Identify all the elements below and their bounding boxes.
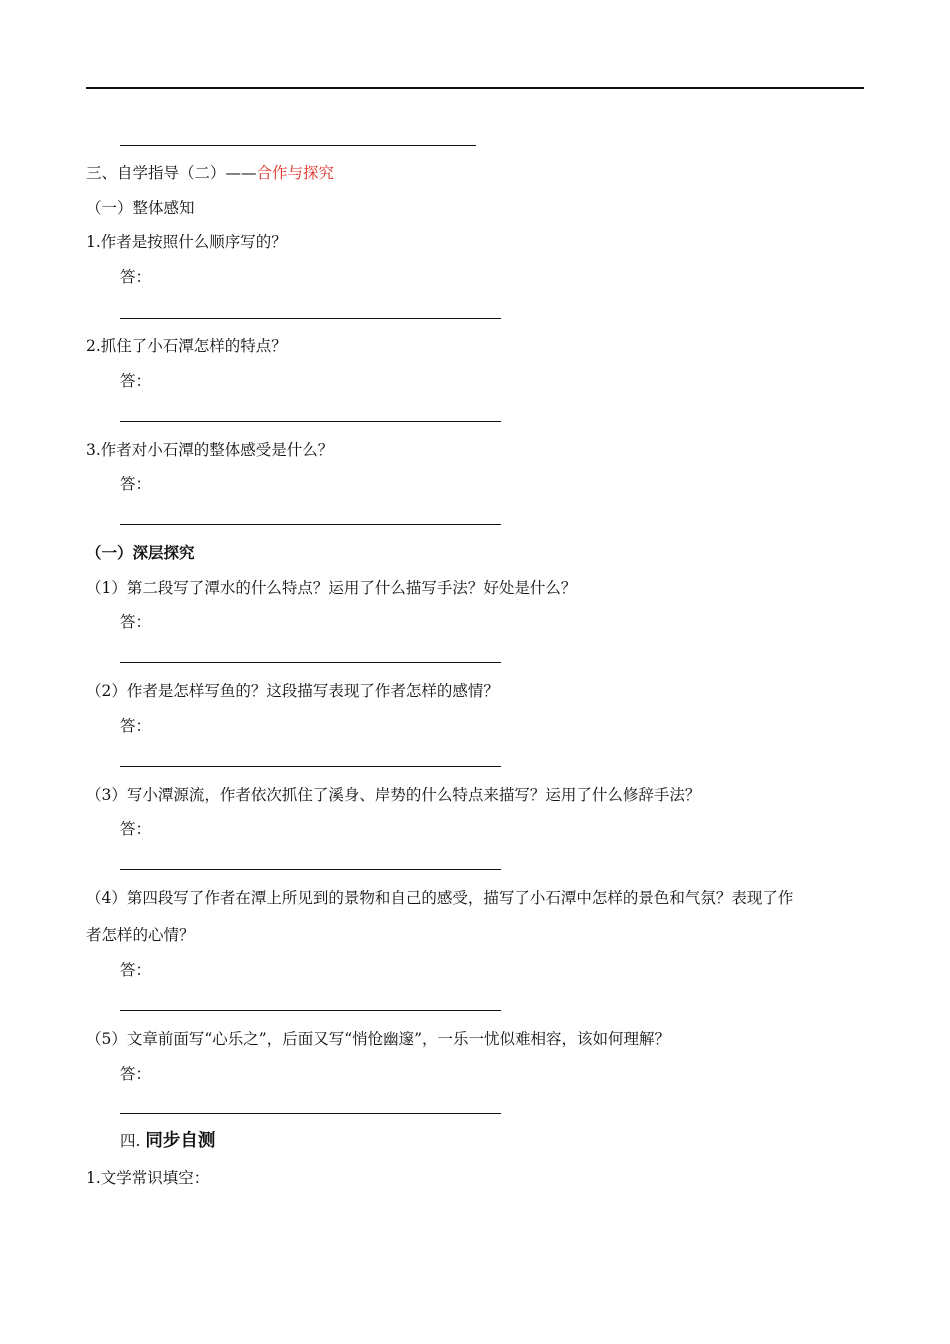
- overall-question-2: 2.抓住了小石潭怎样的特点？: [86, 337, 287, 355]
- deep-question-1: （1）第二段写了潭水的什么特点？运用了什么描写手法？好处是什么？: [86, 579, 577, 597]
- answer-line: [120, 662, 501, 663]
- answer-label: 答：: [120, 717, 152, 735]
- answer-line: [120, 766, 501, 767]
- deep-question-5: （5）文章前面写“心乐之”，后面又写“悄怆幽邃”，一乐一忧似难相容，该如何理解？: [86, 1030, 671, 1048]
- answer-label: 答：: [120, 1065, 152, 1083]
- section-4-title: 同步自测: [145, 1131, 216, 1151]
- deep-question-4-line-1: （4）第四段写了作者在潭上所见到的景物和自己的感受，描写了小石潭中怎样的景色和气氛？表现了作: [86, 889, 794, 907]
- answer-line: [120, 318, 501, 319]
- deep-question-2: （2）作者是怎样写鱼的？这段描写表现了作者怎样的感情？: [86, 682, 499, 700]
- deep-heading: （一）深层探究: [86, 544, 195, 562]
- section-3-heading: [86, 163, 334, 183]
- deep-question-3: （3）写小潭源流，作者依次抓住了溪身、岸势的什么特点来描写？运用了什么修辞手法？: [86, 786, 701, 804]
- answer-line: [120, 145, 476, 146]
- answer-label: 答：: [120, 613, 152, 631]
- section-3-highlight: 合作与探究: [256, 164, 335, 182]
- answer-label: 答：: [120, 268, 152, 286]
- section-4-number: 四.: [120, 1132, 141, 1150]
- item-1: 1.文学常识填空：: [86, 1169, 210, 1187]
- overall-question-3: 3.作者对小石潭的整体感受是什么？: [86, 441, 334, 459]
- answer-line: [120, 524, 501, 525]
- answer-label: 答：: [120, 961, 152, 979]
- header-rule: [86, 87, 864, 89]
- overall-heading: （一）整体感知: [86, 199, 195, 217]
- answer-label: 答：: [120, 475, 152, 493]
- answer-line: [120, 1010, 501, 1011]
- overall-question-1: 1.作者是按照什么顺序写的？: [86, 233, 287, 251]
- answer-line: [120, 1113, 501, 1114]
- section-4-heading: [120, 1131, 215, 1151]
- answer-line: [120, 421, 501, 422]
- answer-label: 答：: [120, 372, 152, 390]
- section-3-prefix: 三、自学指导（二）——: [86, 164, 257, 182]
- answer-label: 答：: [120, 820, 152, 838]
- answer-line: [120, 869, 501, 870]
- deep-question-4-line-2: 者怎样的心情？: [86, 926, 195, 944]
